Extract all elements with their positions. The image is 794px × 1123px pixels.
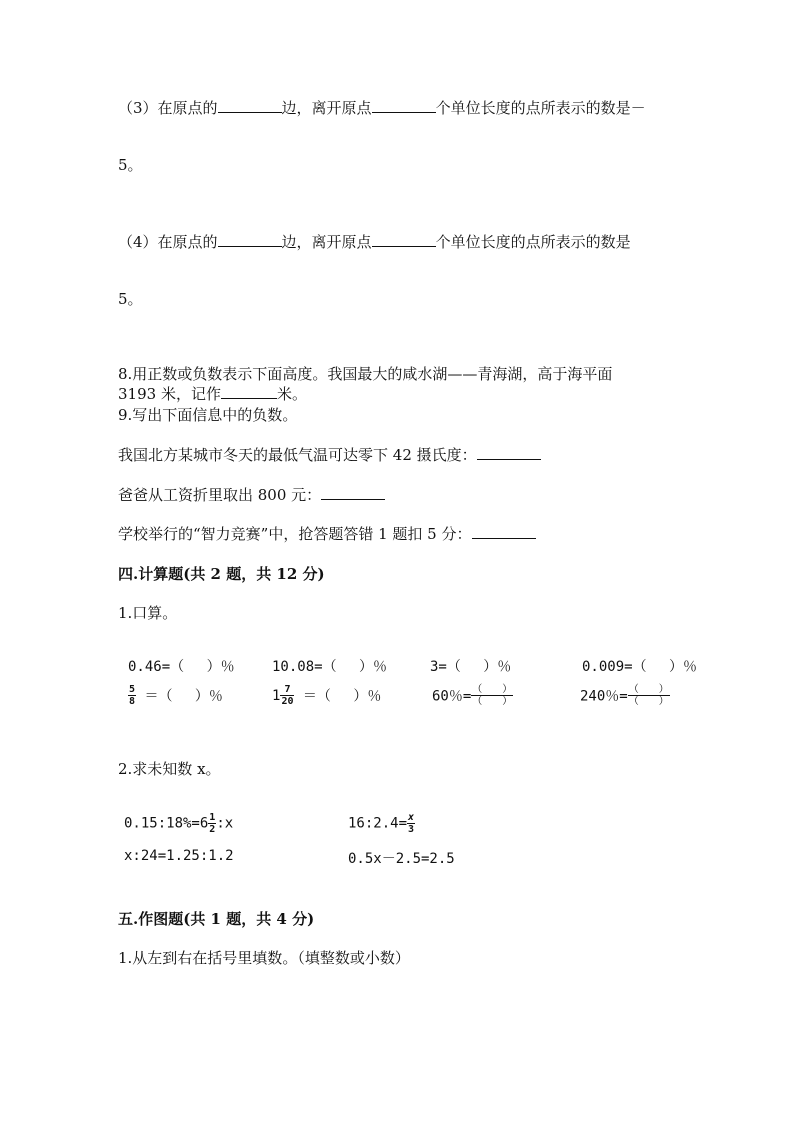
fraction-blank-answer[interactable]: $\frac{( )}{( )}$ <box>472 684 513 707</box>
calc-r2c3 <box>432 684 513 707</box>
q9-title: 9.写出下面信息中的负数。 <box>118 406 298 424</box>
q8-line2-text-a: 3193 米，记作 <box>118 385 221 403</box>
q9-item3-text: 学校举行的“智力竞赛”中，抢答题答错 1 题扣 5 分： <box>118 525 472 543</box>
calc-r2c1-rest: ＝（ ）％ <box>144 688 223 705</box>
calc-r2c2 <box>272 684 381 707</box>
equation-4: 0.5x－2.5=2.5 <box>348 851 455 867</box>
calc-r1c2: 10.08=（ ）％ <box>272 659 388 675</box>
equation-1-text-b: :x <box>216 815 234 832</box>
q8-line2-text-b: 米。 <box>276 385 307 403</box>
calc-r2c4-lead: 240％= <box>580 688 628 705</box>
q8-line2 <box>118 383 307 404</box>
section4-q2-title: 2.求未知数 x。 <box>118 760 221 778</box>
calc-r2c2-rest: ＝（ ）％ <box>302 688 382 705</box>
q7-item4-blank-1[interactable] <box>218 232 282 247</box>
calc-r2c3-lead: 60％= <box>432 688 472 705</box>
calc-r1c4: 0.009=（ ）％ <box>582 659 698 675</box>
equation-2 <box>348 812 415 835</box>
q9-item2 <box>118 484 385 505</box>
section5-q1-title: 1.从左到右在括号里填数。（填整数或小数） <box>118 949 410 967</box>
q7-item3-text-c: 个单位长度的点所表示的数是－ <box>435 99 646 117</box>
equation-1-text-a: 0.15:18%=6 <box>124 815 209 832</box>
calc-r1c3: 3=（ ）％ <box>430 659 512 675</box>
q7-item3-continuation: 5。 <box>118 156 143 174</box>
section4-heading: 四.计算题(共 2 题，共 12 分) <box>118 565 325 583</box>
q7-item3-text-a: （3）在原点的 <box>118 99 218 117</box>
q7-item3-text-b: 边，离开原点 <box>281 99 372 117</box>
calc-r2c1 <box>128 684 223 707</box>
q7-item4-blank-2[interactable] <box>372 232 436 247</box>
q9-item1-blank[interactable] <box>477 445 541 460</box>
q7-item3-blank-1[interactable] <box>218 98 282 113</box>
equation-3: x:24=1.25:1.2 <box>124 848 234 864</box>
calc-r1c1: 0.46=（ ）％ <box>128 659 235 675</box>
equation-2-text-a: 16:2.4= <box>348 815 408 832</box>
mixed-number-whole: 1 <box>272 687 281 704</box>
q7-item4-text-a: （4）在原点的 <box>118 233 218 251</box>
section4-q1-title: 1.口算。 <box>118 604 178 622</box>
q9-item2-blank[interactable] <box>321 485 385 500</box>
equation-1 <box>124 812 233 835</box>
section5-heading: 五.作图题(共 1 题，共 4 分) <box>118 910 315 928</box>
q8-line1: 8.用正数或负数表示下面高度。我国最大的咸水湖——青海湖，高于海平面 <box>118 365 613 383</box>
q8-answer-blank[interactable] <box>221 384 277 399</box>
calc-r2c4 <box>580 684 670 707</box>
fraction-7-20: $\frac{7}{20}$ <box>281 684 294 707</box>
q9-item3-blank[interactable] <box>472 524 536 539</box>
q9-item3 <box>118 523 536 544</box>
q7-item4-line <box>118 231 631 252</box>
q7-item3-blank-2[interactable] <box>372 98 436 113</box>
q9-item1-text: 我国北方某城市冬天的最低气温可达零下 42 摄氏度： <box>118 446 477 464</box>
q7-item4-text-c: 个单位长度的点所表示的数是 <box>435 233 631 251</box>
q9-item2-text: 爸爸从工资折里取出 800 元： <box>118 486 322 504</box>
q7-item4-text-b: 边，离开原点 <box>281 233 372 251</box>
fraction-blank-answer[interactable]: $\frac{( )}{( )}$ <box>628 684 669 707</box>
q9-item1 <box>118 444 541 465</box>
q7-item3-line <box>118 97 646 118</box>
fraction-1-2: $\frac{1}{2}$ <box>209 812 216 835</box>
q7-item4-continuation: 5。 <box>118 290 143 308</box>
fraction-5-8: $\frac{5}{8}$ <box>129 684 136 707</box>
fraction-x-3: $\frac{x}{3}$ <box>408 812 415 835</box>
